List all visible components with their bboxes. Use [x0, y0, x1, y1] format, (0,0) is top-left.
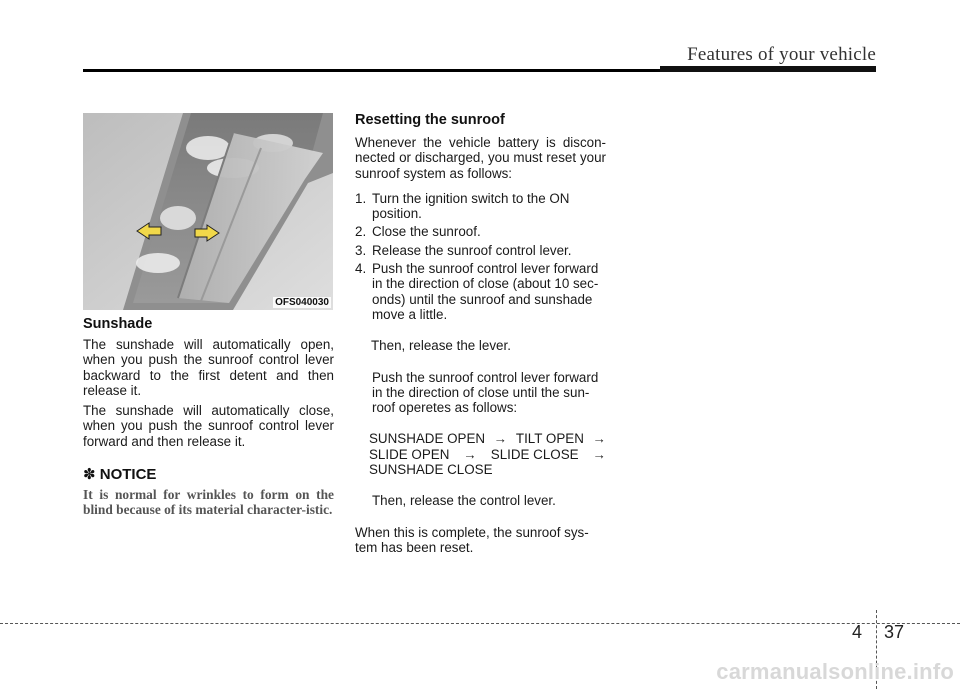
release-lever-text: Then, release the lever.	[371, 338, 511, 354]
step-number: 1.	[355, 190, 367, 206]
step-number: 3.	[355, 242, 367, 258]
header-title: Features of your vehicle	[687, 44, 876, 65]
sequence-step: SLIDE OPEN	[369, 446, 450, 462]
sequence-step: TILT OPEN	[515, 431, 584, 447]
sequence-step: SUNSHADE OPEN	[369, 431, 486, 447]
chapter-number: 4	[852, 622, 863, 642]
reset-intro: Whenever the vehicle battery is discon-nected or discharged, you must reset your sunroof system as follows:	[355, 135, 606, 181]
notice-body: It is normal for wrinkles to form on the blind because of its material character-istic.	[83, 487, 334, 518]
sequence-row	[369, 431, 606, 446]
sequence-arrow: →	[493, 431, 508, 447]
list-item	[355, 224, 606, 239]
step-text: Release the sunroof control lever.	[372, 242, 572, 258]
sequence-arrow: →	[463, 446, 477, 462]
sequence-row	[369, 447, 606, 462]
sunshade-figure	[83, 113, 333, 310]
step-number: 4.	[355, 261, 367, 277]
step-text: Push the sunroof control lever forward in the direction of close (about 10 sec-onds) until the sunroof and sunshade move a little.	[372, 261, 599, 322]
list-item	[355, 243, 606, 258]
step-number: 2.	[355, 224, 367, 240]
page-number: 37	[884, 622, 905, 642]
watermark: carmanualsonline.info	[716, 659, 954, 684]
reset-steps	[355, 191, 606, 322]
push-lever-text: Push the sunroof control lever forward in the direction of close until the sun-roof operetes as follows:	[372, 369, 599, 416]
left-column	[83, 113, 334, 518]
step-text: Close the sunroof.	[372, 224, 481, 240]
sunshade-open-text: The sunshade will automatically open, when you push the sunroof control lever backward to the first detent and then release it.	[83, 337, 334, 398]
sunshade-heading: Sunshade	[83, 316, 153, 332]
reset-heading: Resetting the sunroof	[355, 112, 505, 128]
sunroof-illustration	[83, 113, 333, 310]
sunshade-close-text: The sunshade will automatically close, when you push the sunroof control lever forward and then release it.	[83, 403, 334, 449]
notice-heading: ✽ NOTICE	[83, 466, 157, 484]
reset-complete-text: When this is complete, the sunroof sys-tem has been reset.	[355, 524, 589, 555]
list-item	[355, 261, 606, 322]
sequence-arrow: →	[592, 431, 606, 447]
release-control-lever-text: Then, release the control lever.	[372, 493, 556, 509]
right-column	[355, 112, 606, 555]
list-item	[355, 191, 606, 222]
figure-code: OFS040030	[275, 297, 329, 308]
sequence-step: SLIDE CLOSE	[490, 446, 579, 462]
footer-rule	[0, 623, 960, 624]
sequence-arrow: →	[592, 446, 606, 462]
header-tab	[660, 66, 876, 72]
sequence-step: SUNSHADE CLOSE	[369, 462, 493, 478]
operation-sequence	[355, 431, 606, 477]
step-text: Turn the ignition switch to the ON position.	[372, 190, 570, 222]
